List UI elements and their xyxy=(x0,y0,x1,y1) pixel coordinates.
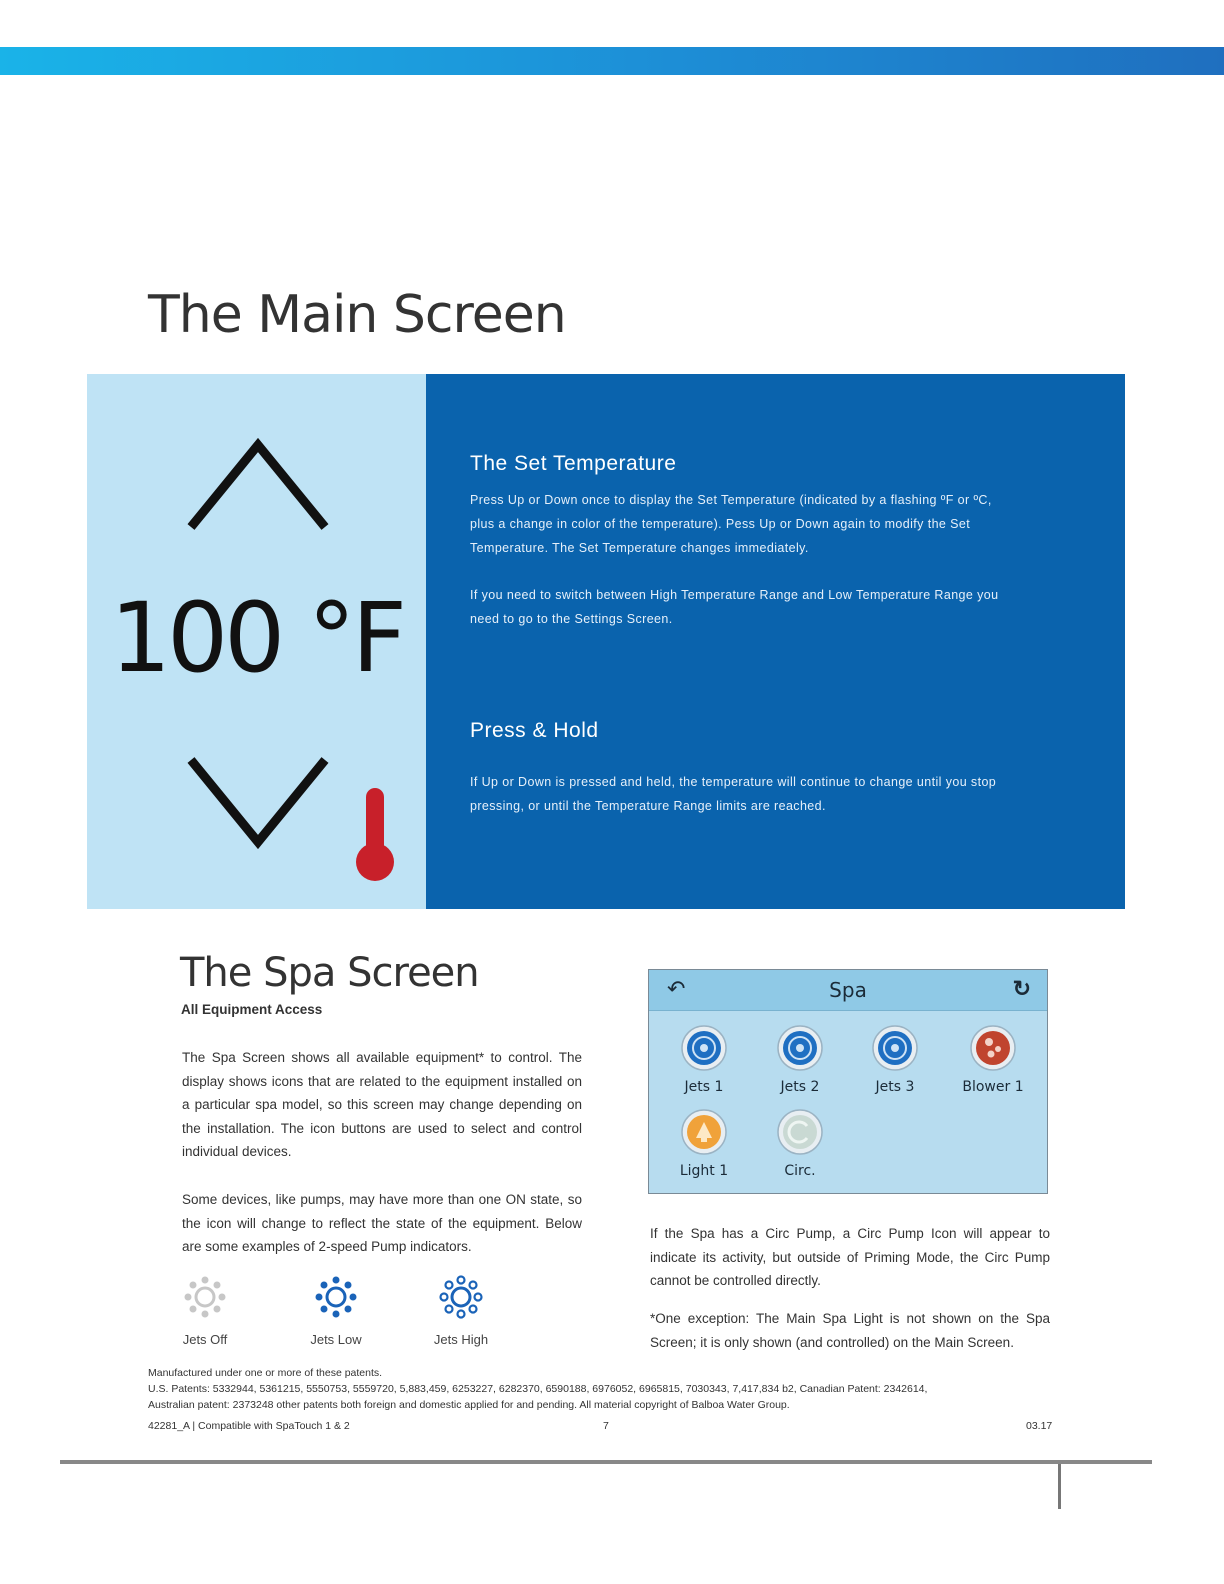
patents-list: U.S. Patents: 5332944, 5361215, 5550753, 5559720, 5,883,459, 6253227, 6282370, 6590188, 6976052, 6965815, 7030343, 7,417,834 b2, Canadian Patent: 2342614, xyxy=(148,1383,928,1395)
device-label: Light 1 xyxy=(679,1163,729,1179)
footer-rule xyxy=(60,1460,1152,1464)
device-label: Circ. xyxy=(784,1163,816,1179)
jets-icon xyxy=(680,1024,728,1072)
jets-off-label: Jets Off xyxy=(182,1332,228,1347)
page-number: 7 xyxy=(603,1420,609,1432)
device-label: Blower 1 xyxy=(962,1079,1024,1095)
jets-high-label: Jets High xyxy=(433,1332,489,1347)
back-icon[interactable]: ↶ xyxy=(667,976,686,1001)
device-jets-2[interactable] xyxy=(760,1024,840,1095)
jets-icon xyxy=(871,1024,919,1072)
page-title: The Main Screen xyxy=(148,285,566,345)
footer-tick xyxy=(1058,1464,1061,1509)
light-icon xyxy=(680,1108,728,1156)
spa-screen-description: The Spa Screen shows all available equipment* to control. The display shows icons that are related to the equipment installed on a particular spa model, so this screen may change depending on the installation. The icon buttons are used to select and control individual devices. xyxy=(182,1050,582,1159)
jets-icon xyxy=(776,1024,824,1072)
document-id: 42281_A | Compatible with SpaTouch 1 & 2 xyxy=(148,1420,350,1432)
patents-intro: Manufactured under one or more of these patents. xyxy=(148,1367,383,1379)
press-hold-text: If Up or Down is pressed and held, the temperature will continue to change until you stop pressing, or until the Temperature Range limits are reached. xyxy=(470,775,997,813)
device-light-1[interactable] xyxy=(664,1108,744,1179)
jets-high-example xyxy=(416,1275,506,1347)
device-blower-1[interactable] xyxy=(953,1024,1033,1095)
circ-icon xyxy=(776,1108,824,1156)
refresh-icon[interactable]: ↻ xyxy=(1012,976,1031,1001)
spa-screen-header xyxy=(649,970,1047,1011)
top-accent-bar xyxy=(0,47,1224,75)
spa-screen-subtitle: All Equipment Access xyxy=(181,1002,323,1017)
up-arrow-icon[interactable] xyxy=(185,435,331,535)
blower-icon xyxy=(969,1024,1017,1072)
pump-states-description: Some devices, like pumps, may have more than one ON state, so the icon will change to reflect the state of the equipment. Below are some examples of 2-speed Pump indicators. xyxy=(182,1192,582,1254)
jets-off-example xyxy=(160,1275,250,1347)
set-temperature-heading: The Set Temperature xyxy=(470,452,677,475)
set-temperature-text: Press Up or Down once to display the Set Temperature (indicated by a flashing ºF or ºC, plus a change in color of the temperature). Pess Up or Down again to modify the Set Temperature. The Set Temperature changes immediately. xyxy=(470,493,992,555)
main-screen-info-panel xyxy=(426,374,1125,909)
main-light-exception-note: *One exception: The Main Spa Light is not shown on the Spa Screen; it is only shown (and controlled) on the Main Screen. xyxy=(650,1311,1050,1350)
patents-copyright: Australian patent: 2373248 other patents both foreign and domestic applied for and pending. All material copyright of Balboa Water Group. xyxy=(148,1399,790,1411)
document-date: 03.17 xyxy=(1026,1420,1053,1432)
press-hold-heading: Press & Hold xyxy=(470,719,599,742)
jets-low-label: Jets Low xyxy=(310,1332,362,1347)
temperature-range-text: If you need to switch between High Temperature Range and Low Temperature Range you need to go to the Settings Screen. xyxy=(470,588,999,626)
spa-screen-preview xyxy=(648,969,1048,1194)
jets-low-example xyxy=(291,1275,381,1347)
device-jets-3[interactable] xyxy=(855,1024,935,1095)
device-circ[interactable] xyxy=(760,1108,840,1179)
down-arrow-icon[interactable] xyxy=(185,752,331,852)
device-label: Jets 3 xyxy=(875,1079,915,1095)
temperature-display: 100 °F xyxy=(110,582,403,694)
circ-pump-note: If the Spa has a Circ Pump, a Circ Pump Icon will appear to indicate its activity, but outside of Priming Mode, the Circ Pump cannot be controlled directly. xyxy=(650,1226,1050,1288)
jets-high-icon xyxy=(439,1275,483,1319)
spa-screen-header-title: Spa xyxy=(829,978,867,1002)
device-label: Jets 1 xyxy=(684,1079,724,1095)
device-jets-1[interactable] xyxy=(664,1024,744,1095)
thermometer-icon xyxy=(353,786,397,884)
jets-low-icon xyxy=(314,1275,358,1319)
spa-screen-title: The Spa Screen xyxy=(180,950,479,996)
jets-off-icon xyxy=(183,1275,227,1319)
device-label: Jets 2 xyxy=(780,1079,820,1095)
